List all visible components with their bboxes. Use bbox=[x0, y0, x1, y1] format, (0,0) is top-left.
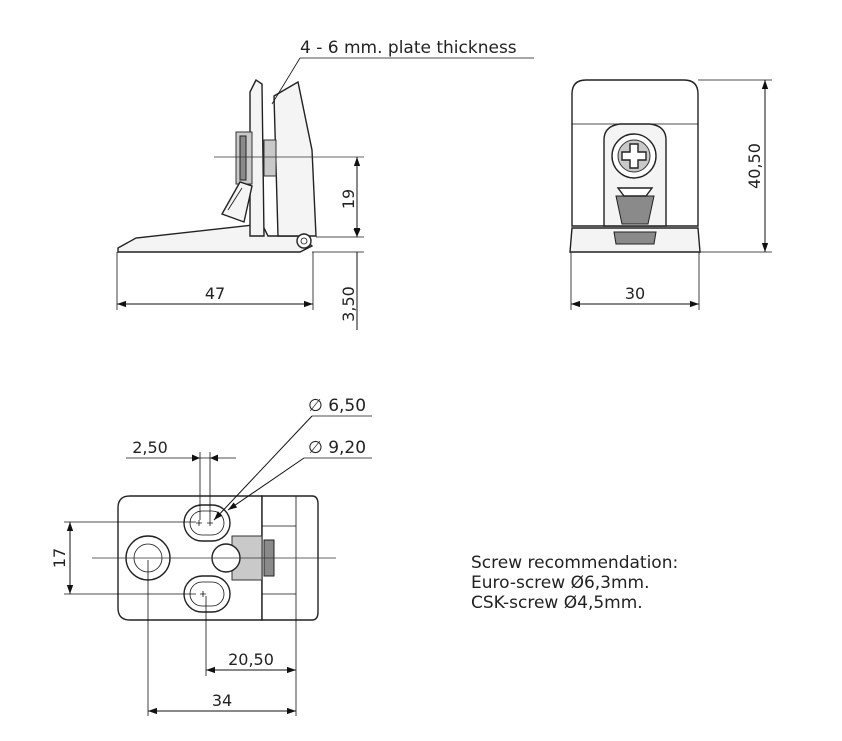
note-title: Screw recommendation: bbox=[471, 553, 679, 573]
length-47-label: 47 bbox=[204, 284, 226, 303]
top-view bbox=[92, 496, 336, 620]
side-view bbox=[118, 80, 364, 252]
slot-offset-250-label: 2,50 bbox=[132, 438, 168, 457]
plate-thickness-label: 4 - 6 mm. plate thickness bbox=[300, 38, 517, 58]
base-350-label: 3,50 bbox=[339, 286, 358, 322]
width-30-label: 30 bbox=[624, 284, 646, 303]
length-34-label: 34 bbox=[211, 691, 233, 710]
side-view-dimensions bbox=[117, 38, 534, 330]
front-view bbox=[570, 80, 700, 252]
note-csk-screw: CSK-screw Ø4,5mm. bbox=[471, 593, 643, 613]
hole-920-label: ∅ 9,20 bbox=[308, 438, 367, 458]
height-4050-label: 40,50 bbox=[745, 143, 764, 189]
hole-650-label: ∅ 6,50 bbox=[308, 396, 367, 416]
screw-recommendation-note bbox=[471, 553, 801, 613]
note-euro-screw: Euro-screw Ø6,3mm. bbox=[471, 573, 650, 593]
distance-2050-label: 20,50 bbox=[228, 650, 274, 669]
spacing-17-label: 17 bbox=[50, 547, 69, 569]
height-19-label: 19 bbox=[339, 188, 358, 210]
